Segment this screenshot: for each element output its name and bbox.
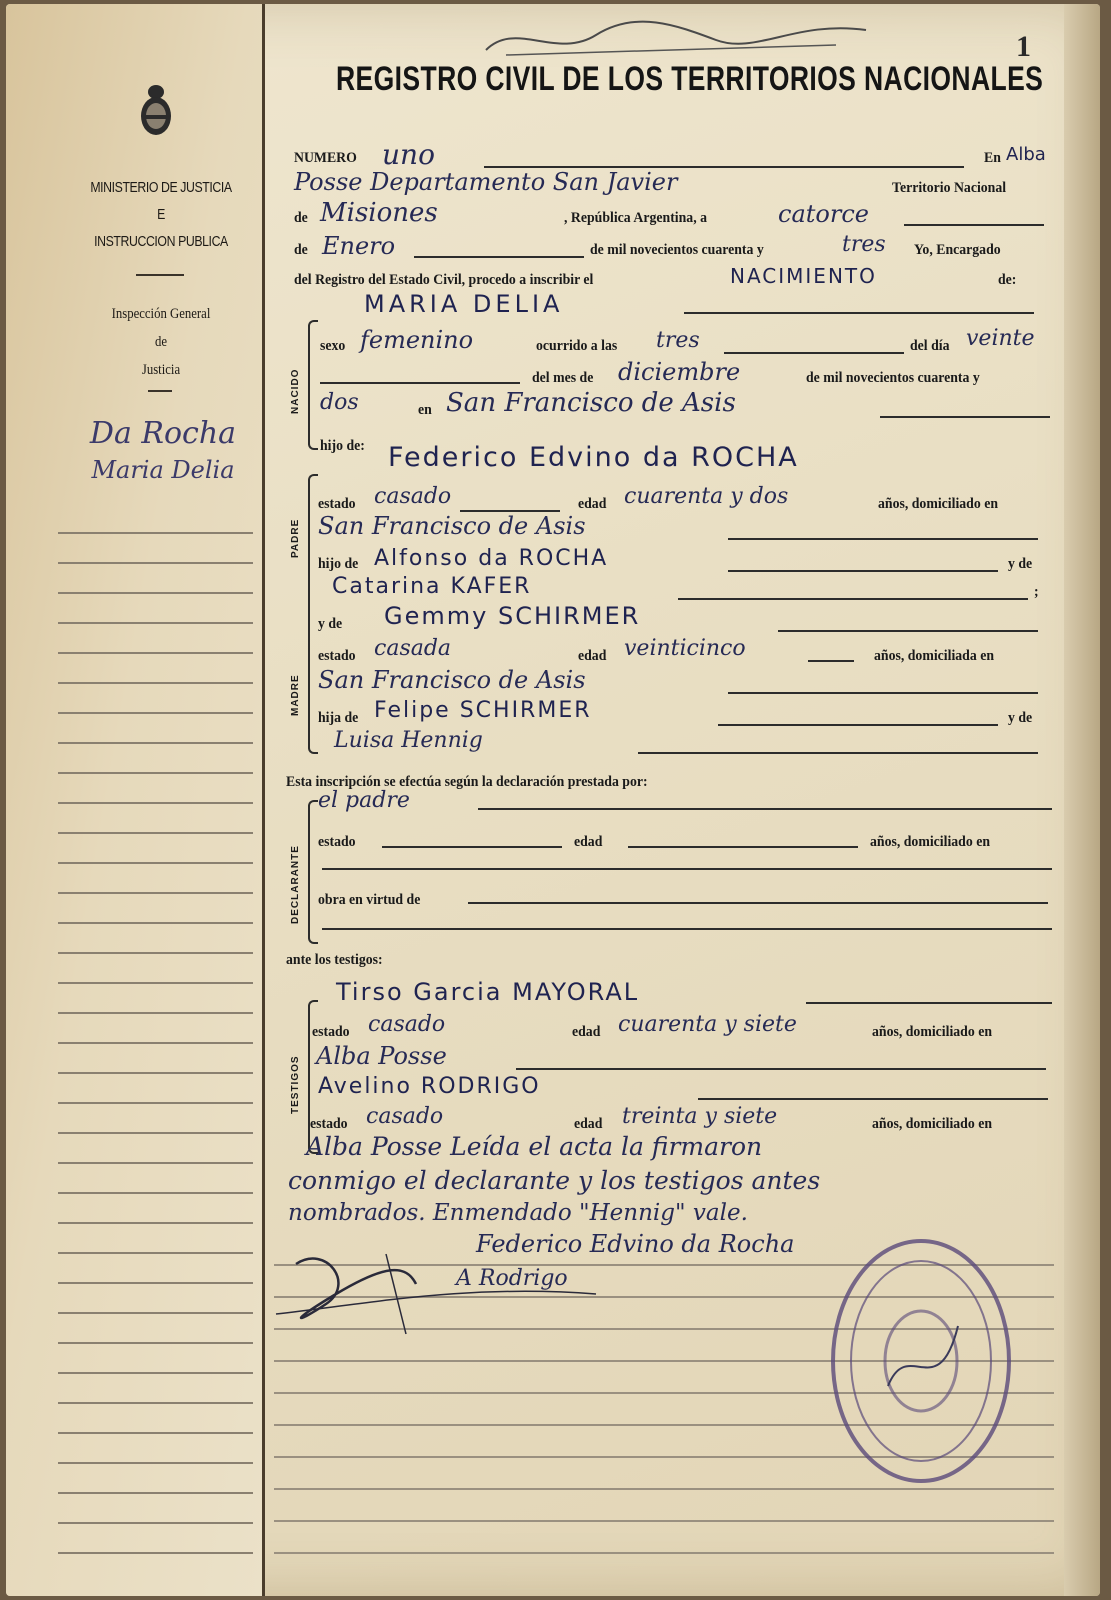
anos-label: años, domiciliada en bbox=[874, 648, 995, 664]
sexo-label: sexo bbox=[320, 338, 346, 354]
margin-surname: Da Rocha bbox=[89, 416, 237, 451]
inspeccion-block bbox=[80, 300, 242, 384]
abuela-materna-value: Luisa Hennig bbox=[334, 728, 483, 753]
ministry-line: MINISTERIO DE JUSTICIA bbox=[90, 179, 232, 196]
official-seal-stamp bbox=[828, 1236, 1014, 1486]
testigo1-edad: cuarenta y siete bbox=[618, 1012, 797, 1037]
mes-value: Enero bbox=[322, 232, 396, 260]
testigo1-domicilio: Alba Posse bbox=[316, 1042, 447, 1070]
numero-value: uno bbox=[382, 138, 435, 171]
declarante-section-label: DECLARANTE bbox=[290, 845, 301, 924]
fill-line bbox=[322, 928, 1052, 930]
ministry-line: E bbox=[157, 206, 165, 223]
testigo1-estado: casado bbox=[368, 1012, 446, 1037]
testigo2-edad: treinta y siete bbox=[622, 1104, 778, 1129]
row-territorio bbox=[294, 198, 1054, 232]
row-testigo1-nombre bbox=[336, 980, 1096, 1010]
fill-line bbox=[724, 352, 904, 354]
estado-label: estado bbox=[318, 496, 356, 512]
hijo-label: hijo de: bbox=[320, 438, 365, 454]
territorio-value: Misiones bbox=[320, 198, 438, 228]
row-nombre bbox=[294, 290, 1054, 320]
semicolon: ; bbox=[1034, 584, 1039, 600]
signature-declarante: Federico Edvino da Rocha bbox=[476, 1230, 795, 1258]
estado-label: estado bbox=[312, 1024, 350, 1040]
row-madre-domicilio bbox=[318, 666, 1078, 700]
mil-label: de mil novecientos cuarenta y bbox=[806, 370, 980, 386]
territorio-label: Territorio Nacional bbox=[892, 180, 1007, 196]
de-label: de bbox=[294, 210, 308, 226]
republica-label: , República Argentina, a bbox=[564, 210, 708, 226]
fill-line bbox=[478, 808, 1052, 810]
signature-testigo2: A Rodrigo bbox=[456, 1266, 568, 1291]
y-de-label: y de bbox=[1008, 556, 1033, 572]
de2-label: de: bbox=[998, 272, 1017, 288]
fill-line bbox=[322, 868, 1052, 870]
numero-label: NUMERO bbox=[294, 150, 357, 166]
nacido-bracket bbox=[308, 320, 318, 450]
en-value: Alba bbox=[1006, 144, 1046, 165]
en-label: en bbox=[418, 402, 432, 418]
ministry-line: INSTRUCCION PUBLICA bbox=[94, 233, 228, 250]
padre-edad-value: cuarenta y dos bbox=[624, 484, 789, 509]
abuela-value: Catarina KAFER bbox=[332, 574, 532, 599]
column-divider bbox=[262, 4, 265, 1596]
row-closing-1 bbox=[306, 1132, 1066, 1166]
margin-given-name: Maria Delia bbox=[91, 456, 235, 484]
mes-value: diciembre bbox=[618, 358, 741, 386]
fill-line bbox=[904, 224, 1044, 226]
hora-value: tres bbox=[656, 328, 700, 353]
abuelo-materno-value: Felipe SCHIRMER bbox=[374, 698, 592, 723]
madre-section-label: MADRE bbox=[290, 674, 301, 716]
testigos-intro: ante los testigos: bbox=[286, 952, 383, 968]
dia-value: veinte bbox=[966, 326, 1035, 351]
row-declarante-estado bbox=[318, 830, 1078, 860]
edad-label: edad bbox=[572, 1024, 601, 1040]
madre-nombre-value: Gemmy SCHIRMER bbox=[384, 602, 641, 630]
testigo2-value: Avelino RODRIGO bbox=[318, 1074, 541, 1099]
edad-label: edad bbox=[578, 648, 607, 664]
fill-line bbox=[516, 1068, 1046, 1070]
fill-line bbox=[628, 846, 858, 848]
ruled-line bbox=[274, 1552, 1054, 1554]
fill-line bbox=[468, 902, 1048, 904]
row-closing-2 bbox=[288, 1166, 1048, 1200]
row-testigos-intro bbox=[286, 946, 1046, 976]
nacido-section-label: NACIDO bbox=[290, 368, 301, 414]
y-de-label: y de bbox=[1008, 710, 1033, 726]
padres-bracket bbox=[308, 474, 318, 754]
abuelo-value: Alfonso da ROCHA bbox=[374, 546, 609, 571]
madre-estado-value: casada bbox=[374, 636, 452, 661]
estado-label: estado bbox=[318, 648, 356, 664]
sexo-value: femenino bbox=[360, 326, 474, 354]
inspeccion-line: de bbox=[154, 334, 168, 350]
padre-nombre-value: Federico Edvino da ROCHA bbox=[388, 442, 799, 473]
anio-value: tres bbox=[842, 232, 886, 257]
anio-label: de mil novecientos cuarenta y bbox=[590, 242, 764, 258]
y-de-label: y de bbox=[318, 616, 343, 632]
row-testigo2-nombre bbox=[318, 1076, 1078, 1106]
obra-label: obra en virtud de bbox=[318, 892, 421, 908]
yo-label: Yo, Encargado bbox=[914, 242, 1001, 258]
acto-value: NACIMIENTO bbox=[730, 264, 877, 288]
fill-line bbox=[698, 1098, 1048, 1100]
ocurrido-label: ocurrido a las bbox=[536, 338, 618, 354]
en-label: En bbox=[984, 150, 1001, 166]
row-lugar bbox=[320, 388, 1080, 422]
fill-line bbox=[880, 416, 1050, 418]
row-declarante-nombre bbox=[318, 788, 1078, 824]
divider bbox=[136, 274, 184, 276]
row-obra bbox=[318, 888, 1078, 918]
nombre-value: MARIA DELIA bbox=[364, 290, 564, 318]
ruled-line bbox=[274, 1488, 1054, 1490]
declarante-bracket bbox=[308, 800, 318, 944]
fill-line bbox=[728, 570, 998, 572]
coat-of-arms-icon bbox=[138, 82, 174, 138]
anos-label: años, domiciliado en bbox=[878, 496, 999, 512]
edad-label: edad bbox=[574, 834, 603, 850]
row-madre-nombre bbox=[318, 602, 1078, 636]
anio-value: dos bbox=[320, 390, 359, 415]
estado-label: estado bbox=[310, 1116, 348, 1132]
anos-label: años, domiciliado en bbox=[872, 1024, 993, 1040]
anos-label: años, domiciliado en bbox=[870, 834, 991, 850]
edad-label: edad bbox=[578, 496, 607, 512]
hija-de-label: hija de bbox=[318, 710, 359, 726]
estado-label: estado bbox=[318, 834, 356, 850]
fill-line bbox=[684, 312, 1034, 314]
del-dia-label: del día bbox=[910, 338, 950, 354]
de-label: de bbox=[294, 242, 308, 258]
row-testigo1-domicilio bbox=[316, 1042, 1076, 1076]
fill-line bbox=[320, 382, 520, 384]
madre-domicilio-value: San Francisco de Asis bbox=[318, 666, 586, 694]
madre-edad-value: veinticinco bbox=[624, 636, 746, 661]
registro-label: del Registro del Estado Civil, procedo a inscribir el bbox=[294, 272, 594, 288]
closing-line-1: Alba Posse Leída el acta la firmaron bbox=[306, 1132, 763, 1161]
dia-value: catorce bbox=[778, 200, 869, 228]
divider bbox=[148, 390, 172, 392]
fill-line bbox=[718, 724, 998, 726]
hijo-de-label: hijo de bbox=[318, 556, 359, 572]
declarante-intro: Esta inscripción se efectúa según la declaración prestada por: bbox=[286, 774, 648, 790]
edad-label: edad bbox=[574, 1116, 603, 1132]
certificate-sheet bbox=[6, 4, 1100, 1596]
fill-line bbox=[414, 256, 584, 258]
lugar-value: San Francisco de Asis bbox=[446, 388, 736, 418]
anos-label: años, domiciliado en bbox=[872, 1116, 993, 1132]
row-padre-nombre bbox=[388, 442, 1100, 472]
padre-section-label: PADRE bbox=[290, 518, 301, 558]
localidad-value: Posse Departamento San Javier bbox=[294, 168, 678, 196]
fill-line bbox=[728, 692, 1038, 694]
declarante-value: el padre bbox=[318, 788, 410, 813]
del-mes-label: del mes de bbox=[532, 370, 594, 386]
fill-line bbox=[806, 1002, 1052, 1004]
testigos-section-label: TESTIGOS bbox=[290, 1055, 301, 1114]
testigo2-estado: casado bbox=[366, 1104, 444, 1129]
fill-line bbox=[638, 752, 1038, 754]
document-title: REGISTRO CIVIL DE LOS TERRITORIOS NACIONALES bbox=[336, 60, 1044, 98]
fill-line bbox=[728, 538, 1038, 540]
fill-line bbox=[678, 598, 1028, 600]
ruled-line bbox=[274, 1520, 1054, 1522]
testigo1-value: Tirso Garcia MAYORAL bbox=[336, 978, 640, 1006]
row-madre-madre bbox=[318, 728, 1078, 762]
fill-line bbox=[808, 660, 854, 662]
row-fecha bbox=[294, 234, 1054, 264]
page-number: 1 bbox=[1016, 30, 1031, 63]
padre-domicilio-value: San Francisco de Asis bbox=[318, 512, 586, 540]
inspeccion-line: Inspección General bbox=[111, 306, 211, 322]
margin-ruled-lines bbox=[58, 504, 253, 1554]
closing-line-3: nombrados. Enmendado "Hennig" vale. bbox=[288, 1200, 748, 1226]
row-sexo bbox=[320, 326, 1080, 360]
row-padre-domicilio bbox=[318, 512, 1078, 546]
closing-line-2: conmigo el declarante y los testigos antes bbox=[288, 1166, 821, 1195]
signature-scribbles bbox=[266, 1224, 826, 1344]
padre-estado-value: casado bbox=[374, 484, 452, 509]
fill-line bbox=[778, 630, 1038, 632]
ministry-block bbox=[83, 174, 239, 255]
fill-line bbox=[382, 846, 562, 848]
inspeccion-line: Justicia bbox=[141, 362, 181, 378]
